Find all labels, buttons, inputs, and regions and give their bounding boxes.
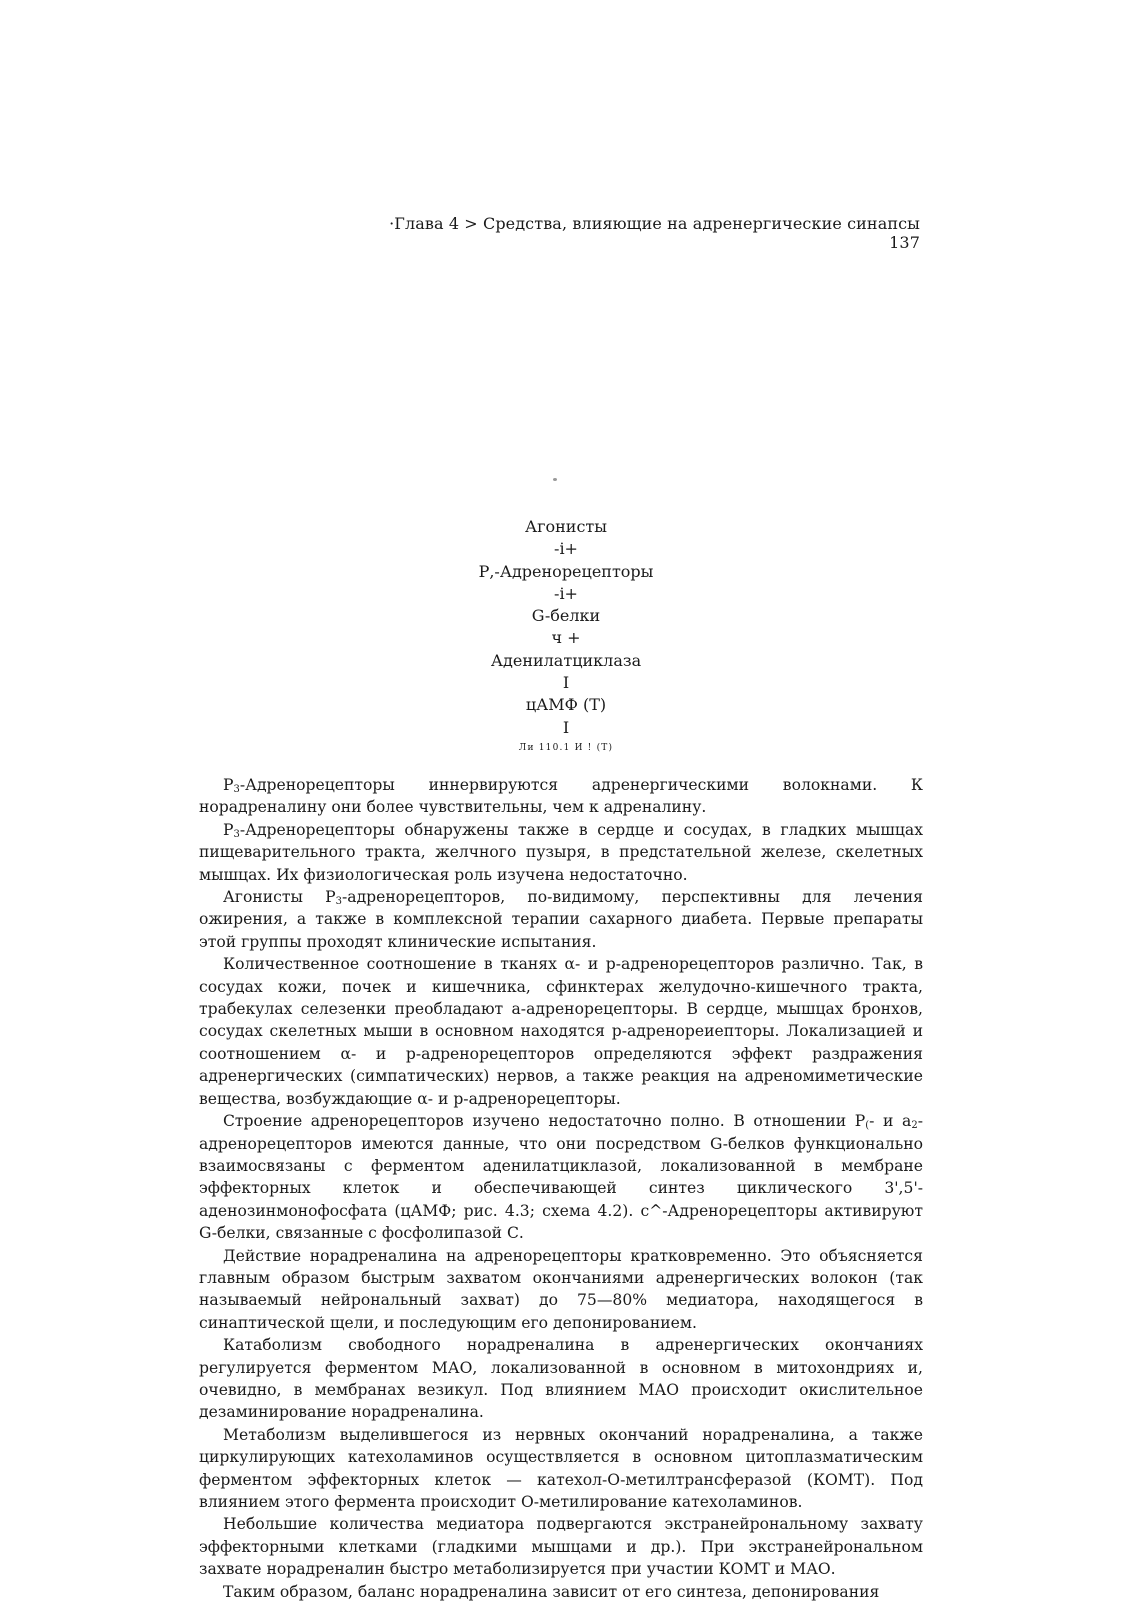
scheme-line: G-белки	[531, 606, 601, 626]
scheme-arrow: I	[562, 717, 570, 737]
scheme-line: Аденилатциклаза	[490, 650, 642, 670]
scheme-arrow: I	[562, 673, 570, 693]
scheme-arrow: -i+	[554, 583, 578, 603]
scheme-line: Р,-Адренорецепторы	[478, 561, 654, 581]
scheme-line: Агонисты	[524, 517, 607, 536]
paragraph: Таким образом, баланс норадреналина зависит от его синтеза, депонирования	[223, 1582, 880, 1601]
scan-speck	[553, 478, 557, 481]
paragraph: Строение адренорецепторов изучено недостаточно полно. В отношении $Р_(-$ и $а_2$-адренорецепторов имеются данные, что они посредством G-белков функционально взаимосвязаны с ферментом аденилатциклазой, локализованной в мембране эффекторных клеток и обеспечивающей синтез циклического 3',5'-аденозинмонофосфата (цАМФ; рис. 4.3; схема 4.2). с^-Адренорецепторы активируют G-белки, связанные с фосфолипазой С.	[199, 1112, 924, 1243]
running-head: ·Глава 4 > Средства, влияющие на адренергические синапсы 137	[389, 214, 920, 252]
paragraph: Агонисты $Р_3$-адренорецепторов, по-видимому, перспективны для лечения ожирения, а также в комплексной терапии сахарного диабета. Первые препараты этой группы проходят клинические испытания.	[199, 888, 923, 951]
scheme-line: цАМФ (Т)	[525, 695, 607, 715]
scheme-arrow: ч +	[551, 628, 581, 648]
paragraph: Катаболизм свободного норадреналина в адренергических окончаниях регулируется ферментом МАО, локализованной в основном в митохондриях и, очевидно, в мембранах везикул. Под влиянием МАО происходит окислительное дезаминирование норадреналина.	[199, 1336, 923, 1422]
paragraph: $Р_3$-Адренорецепторы обнаружены также в сердце и сосудах, в гладких мышцах пищеварительного тракта, желчного пузыря, в предстательной железе, скелетных мышцах. Их физиологическая роль изучена недостаточно.	[199, 820, 923, 884]
scheme-caption: Ли 110.1 И ! (Т)	[518, 742, 614, 753]
body-text	[199, 774, 923, 1603]
paragraph: $Р_3$-Адренорецепторы иннервируются адренергическими волокнами. К норадреналину они более чувствительны, чем к адреналину.	[199, 776, 923, 817]
paragraph: Небольшие количества медиатора подвергаются экстранейрональному захвату эффекторными клетками (гладкими мышцами и др.). При экстранейрональном захвате норадреналин быстро метаболизируется при участии КОМТ и МАО.	[199, 1515, 923, 1579]
scheme-arrow: -i+	[554, 539, 578, 559]
scheme-diagram	[0, 516, 1132, 756]
paragraph: Метаболизм выделившегося из нервных окончаний норадреналина, а также циркулирующих катехоламинов осуществляется в основном цитоплазматическим ферментом эффекторных клеток — катехол-О-метилтрансферазой (КОМТ). Под влиянием этого фермента происходит О-метилирование катехоламинов.	[199, 1425, 923, 1511]
paragraph: Действие норадреналина на адренорецепторы кратковременно. Это объясняется главным образом быстрым захватом окончаниями адренергических волокон (так называемый нейрональный захват) до 75—80% медиатора, находящегося в синаптической щели, и последующим его депонированием.	[199, 1246, 923, 1332]
paragraph: Количественное соотношение в тканях α- и р-адренорецепторов различно. Так, в сосудах кожи, почек и кишечника, сфинктерах желудочно-кишечного тракта, трабекулах селезенки преобладают а-адренорецепторы. В сердце, мышцах бронхов, сосудах скелетных мыши в основном находятся р-адренореиепторы. Локализацией и соотношением α- и р-адренорецепторов определяются эффект раздражения адренергических (симпатических) нервов, а также реакция на адреномиметические вещества, возбуждающие α- и р-адренорецепторы.	[199, 955, 923, 1108]
